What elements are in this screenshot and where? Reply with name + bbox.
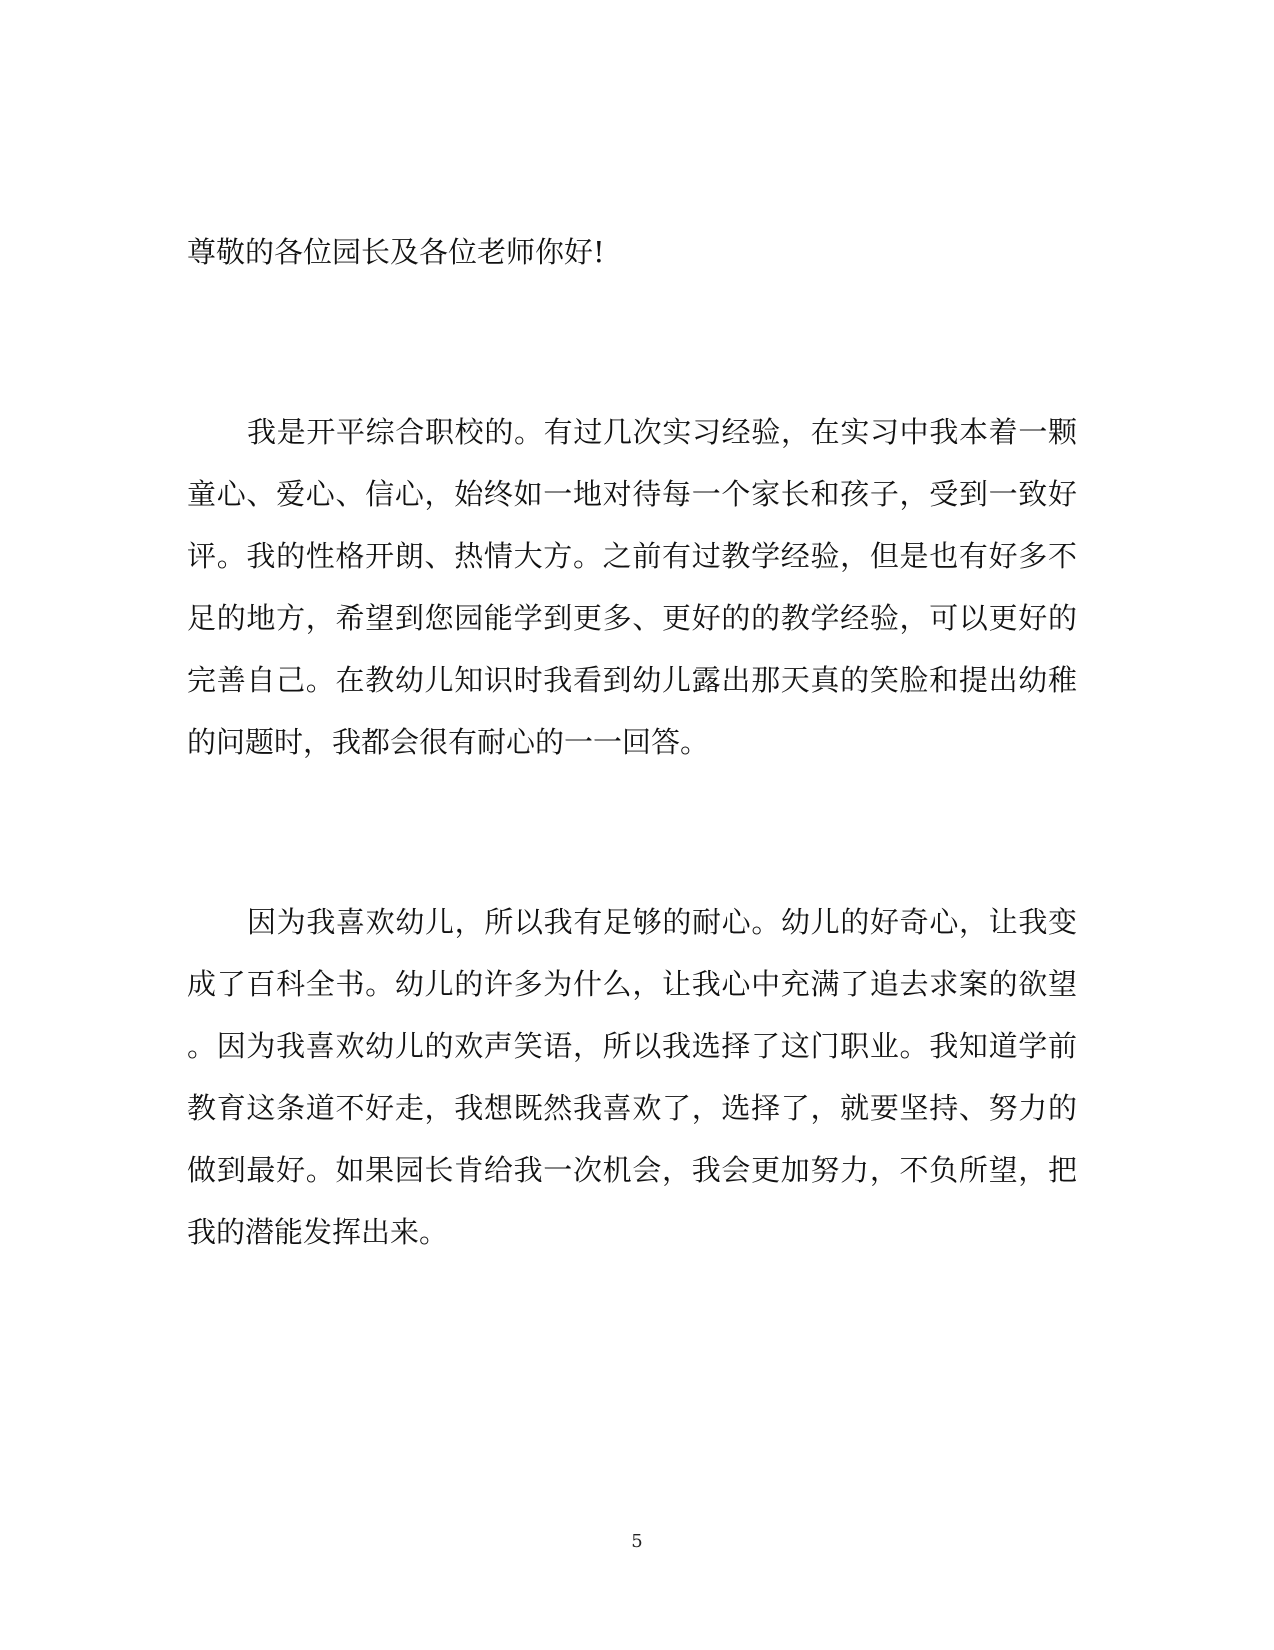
- paragraph-line: 完善自己。在教幼儿知识时我看到幼儿露出那天真的笑脸和提出幼稚: [187, 663, 1077, 697]
- paragraph-line: 的问题时，我都会很有耐心的一一回答。: [187, 725, 710, 759]
- paragraph-line: 做到最好。如果园长肯给我一次机会，我会更加努力，不负所望，把: [187, 1153, 1077, 1187]
- paragraph-line: 我的潜能发挥出来。: [187, 1215, 449, 1249]
- paragraph-line: 。因为我喜欢幼儿的欢声笑语，所以我选择了这门职业。我知道学前: [187, 1029, 1077, 1063]
- paragraph-line: 评。我的性格开朗、热情大方。之前有过教学经验，但是也有好多不: [187, 539, 1077, 573]
- page-number: 5: [631, 1531, 643, 1552]
- paragraph-line: 足的地方，希望到您园能学到更多、更好的的教学经验，可以更好的: [187, 601, 1077, 635]
- paragraph-line: 教育这条道不好走，我想既然我喜欢了，选择了，就要坚持、努力的: [187, 1091, 1077, 1125]
- paragraph-line: 童心、爱心、信心，始终如一地对待每一个家长和孩子，受到一致好: [187, 477, 1077, 511]
- greeting-line: 尊敬的各位园长及各位老师你好!: [187, 235, 605, 269]
- paragraph-line: 成了百科全书。幼儿的许多为什么，让我心中充满了追去求案的欲望: [187, 967, 1077, 1001]
- paragraph-line: 因为我喜欢幼儿，所以我有足够的耐心。幼儿的好奇心，让我变: [247, 905, 1077, 939]
- paragraph-line: 我是开平综合职校的。有过几次实习经验，在实习中我本着一颗: [247, 415, 1077, 449]
